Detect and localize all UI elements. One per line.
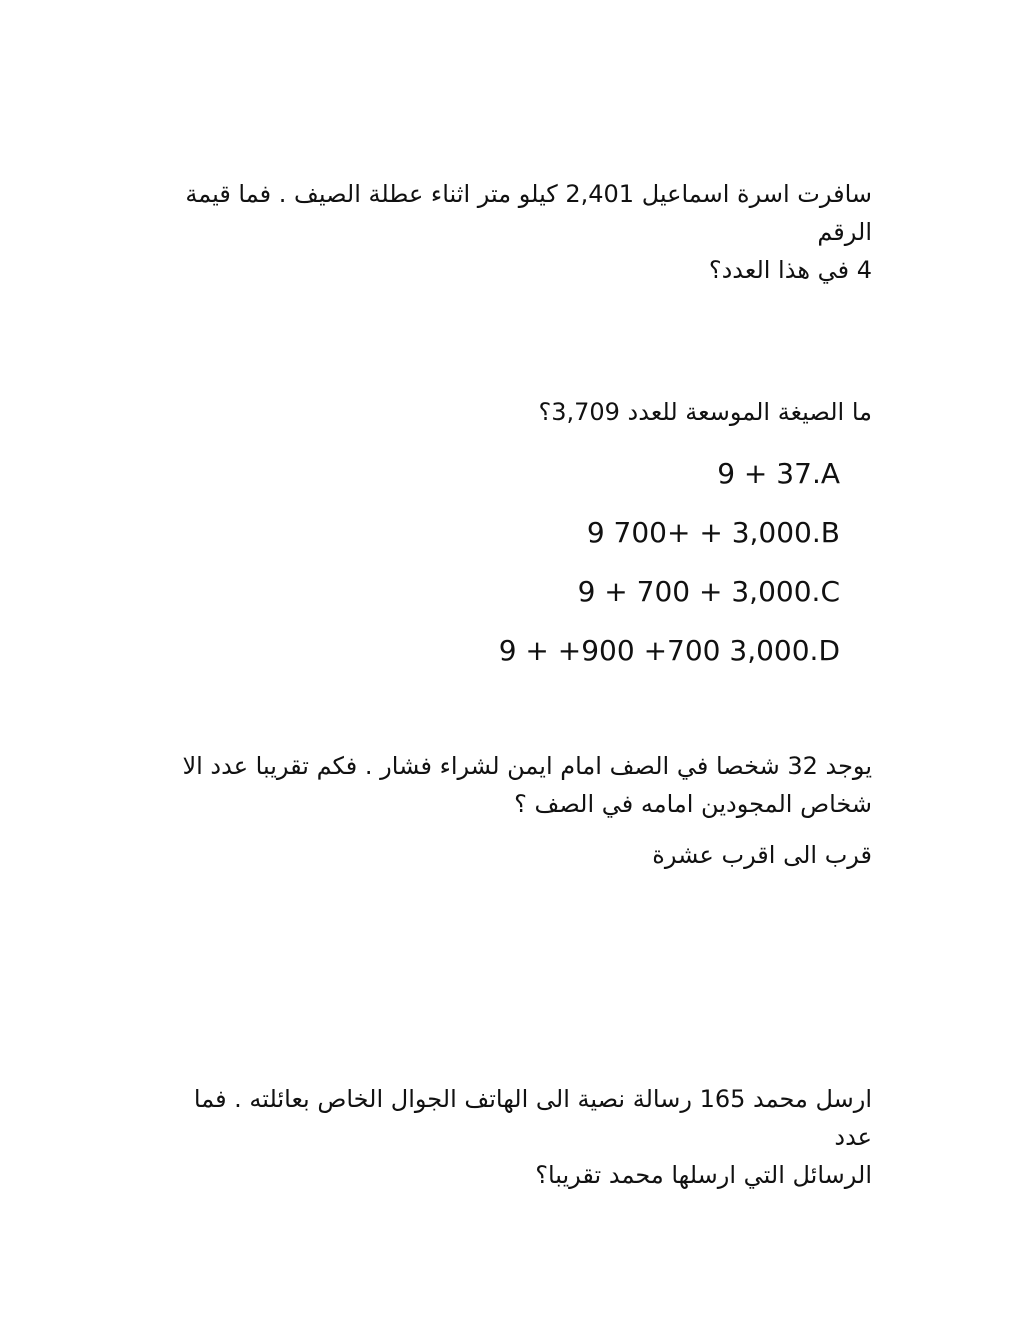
question-3-line-2: شخاص المجودين امامه في الصف ؟ xyxy=(514,790,872,818)
question-2 xyxy=(162,393,872,431)
option-d-text: 9 + +900 +700 3,000.D xyxy=(498,634,840,667)
question-2-text: ما الصيغة الموسعة للعدد 3,709؟ xyxy=(538,398,872,426)
question-1 xyxy=(162,175,872,289)
option-b[interactable] xyxy=(340,511,840,570)
question-2-options xyxy=(340,452,840,688)
question-3-hint: قرب الى اقرب عشرة xyxy=(652,841,872,869)
option-b-text: 9 700+ + 3,000.B xyxy=(586,516,840,549)
question-4-line-1: ارسل محمد 165 رسالة نصية الى الهاتف الجوال الخاص بعائلته . فما عدد xyxy=(193,1085,872,1151)
option-d[interactable] xyxy=(340,629,840,688)
option-a[interactable] xyxy=(340,452,840,511)
option-c-text: 9 + 700 + 3,000.C xyxy=(577,575,840,608)
question-4 xyxy=(162,1080,872,1194)
question-4-line-2: الرسائل التي ارسلها محمد تقريبا؟ xyxy=(535,1161,872,1189)
question-3 xyxy=(162,747,872,874)
question-1-line-1: سافرت اسرة اسماعيل 2,401 كيلو متر اثناء عطلة الصيف . فما قيمة الرقم xyxy=(185,180,872,246)
question-1-line-2: 4 في هذا العدد؟ xyxy=(708,256,872,284)
option-c[interactable] xyxy=(340,570,840,629)
option-a-text: 9 + 37.A xyxy=(717,457,840,490)
question-3-line-1: يوجد 32 شخصا في الصف امام ايمن لشراء فشار . فكم تقريبا عدد الا xyxy=(182,752,872,780)
